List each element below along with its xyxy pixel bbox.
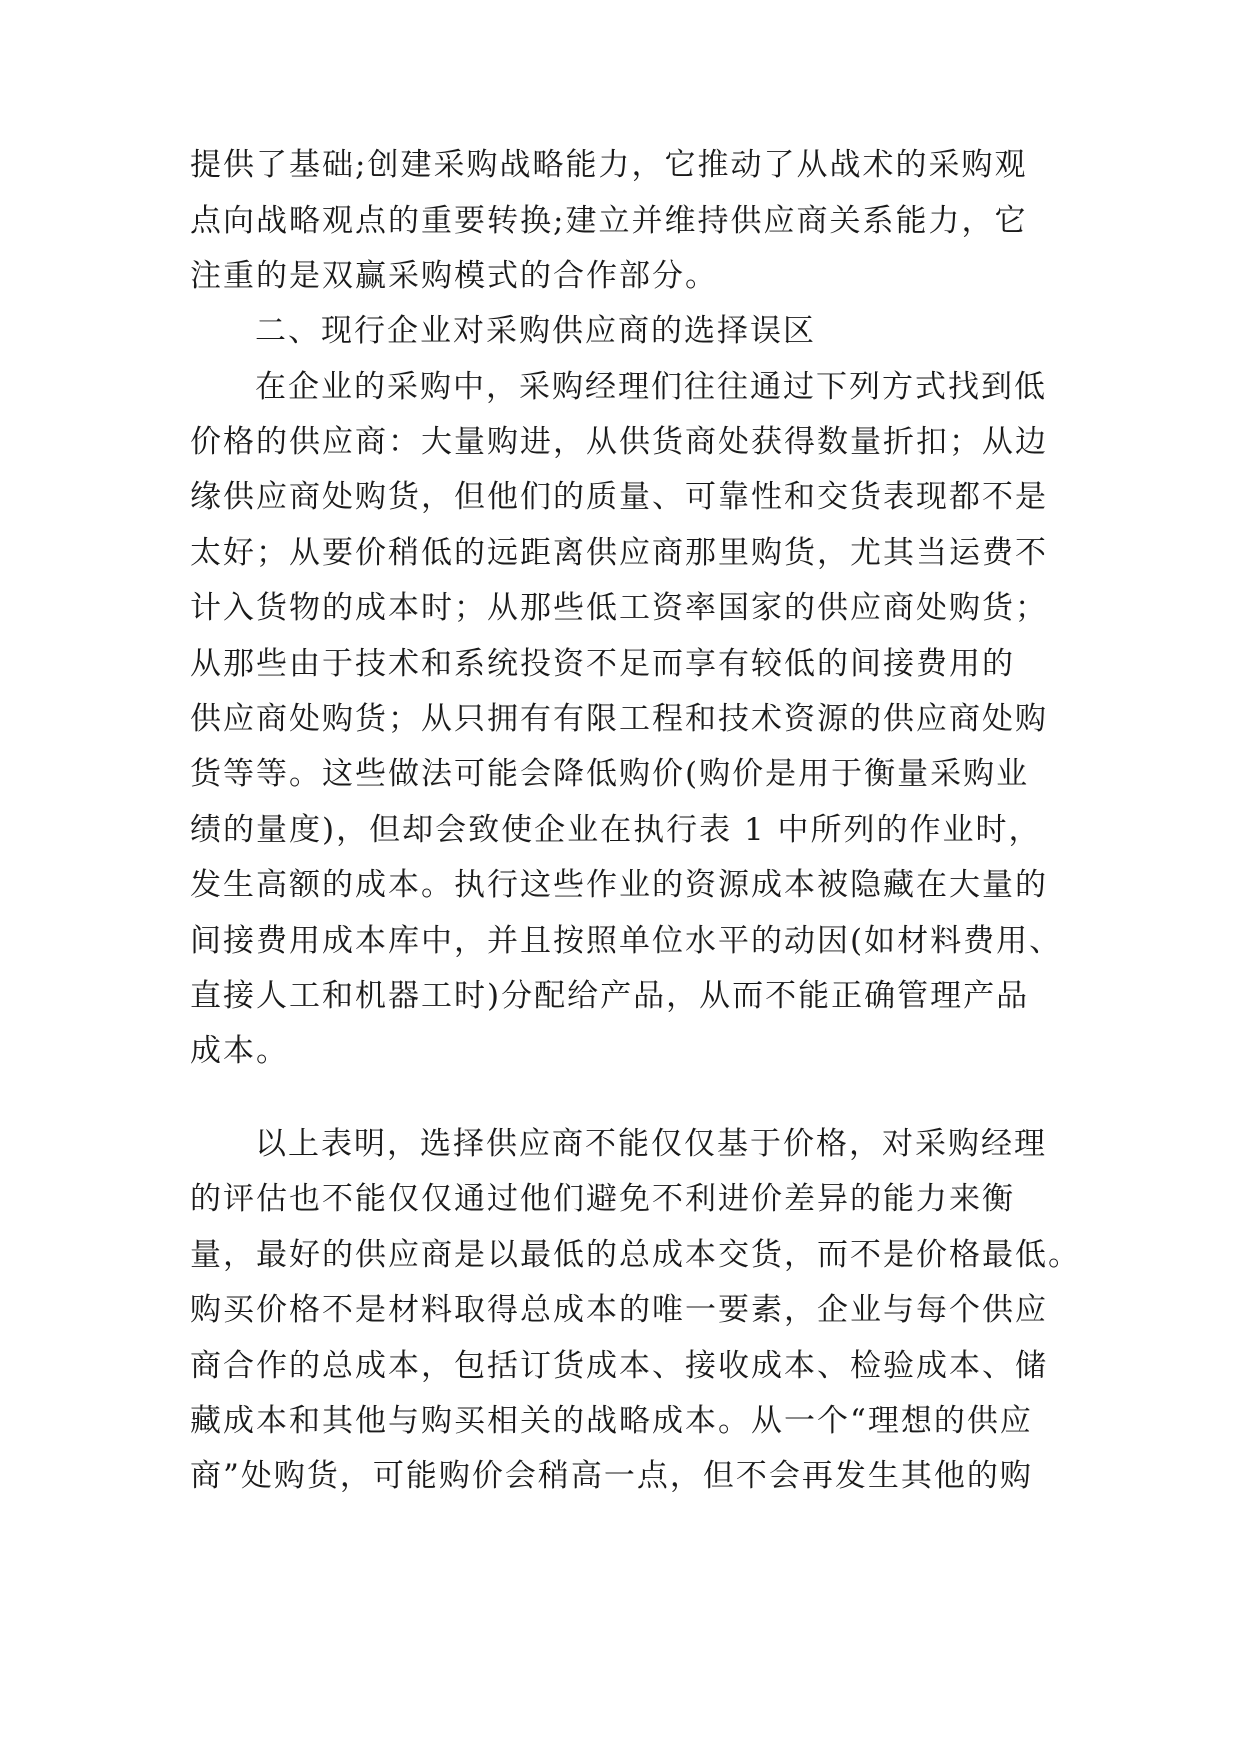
text-line: 直接人工和机器工时)分配给产品，从而不能正确管理产品	[190, 978, 1030, 1014]
text-line: 以上表明，选择供应商不能仅仅基于价格，对采购经理	[255, 1126, 1047, 1162]
text-line: 量，最好的供应商是以最低的总成本交货，而不是价格最低。	[190, 1237, 1081, 1273]
text-line: 价格的供应商：大量购进，从供货商处获得数量折扣；从边	[190, 424, 1048, 460]
text-line: 成本。	[190, 1033, 289, 1069]
text-line: 发生高额的成本。执行这些作业的资源成本被隐藏在大量的	[190, 867, 1048, 903]
text-line: 缘供应商处购货，但他们的质量、可靠性和交货表现都不是	[190, 479, 1048, 515]
section-heading: 二、现行企业对采购供应商的选择误区	[255, 313, 816, 349]
text-line: 购买价格不是材料取得总成本的唯一要素，企业与每个供应	[190, 1292, 1048, 1328]
text-line: 商”处购货，可能购价会稍高一点，但不会再发生其他的购	[190, 1458, 1033, 1494]
text-line: 提供了基础;创建采购战略能力，它推动了从战术的采购观	[190, 147, 1028, 183]
text-line: 在企业的采购中，采购经理们往往通过下列方式找到低	[255, 369, 1047, 405]
text-line: 供应商处购货；从只拥有有限工程和技术资源的供应商处购	[190, 701, 1048, 737]
text-line: 货等等。这些做法可能会降低购价(购价是用于衡量采购业	[190, 756, 1030, 792]
text-line: 太好；从要价稍低的远距离供应商那里购货，尤其当运费不	[190, 535, 1048, 571]
text-line: 商合作的总成本，包括订货成本、接收成本、检验成本、储	[190, 1348, 1048, 1384]
text-line: 藏成本和其他与购买相关的战略成本。从一个“理想的供应	[190, 1403, 1033, 1439]
text-line: 从那些由于技术和系统投资不足而享有较低的间接费用的	[190, 646, 1015, 682]
text-line: 绩的量度)，但却会致使企业在执行表 1 中所列的作业时，	[190, 812, 1042, 848]
text-line: 点向战略观点的重要转换;建立并维持供应商关系能力，它	[190, 203, 1028, 239]
text-line: 注重的是双赢采购模式的合作部分。	[190, 258, 718, 294]
text-line: 计入货物的成本时；从那些低工资率国家的供应商处购货；	[190, 590, 1048, 626]
text-line: 的评估也不能仅仅通过他们避免不利进价差异的能力来衡	[190, 1181, 1015, 1217]
text-line: 间接费用成本库中，并且按照单位水平的动因(如材料费用、	[190, 923, 1063, 959]
